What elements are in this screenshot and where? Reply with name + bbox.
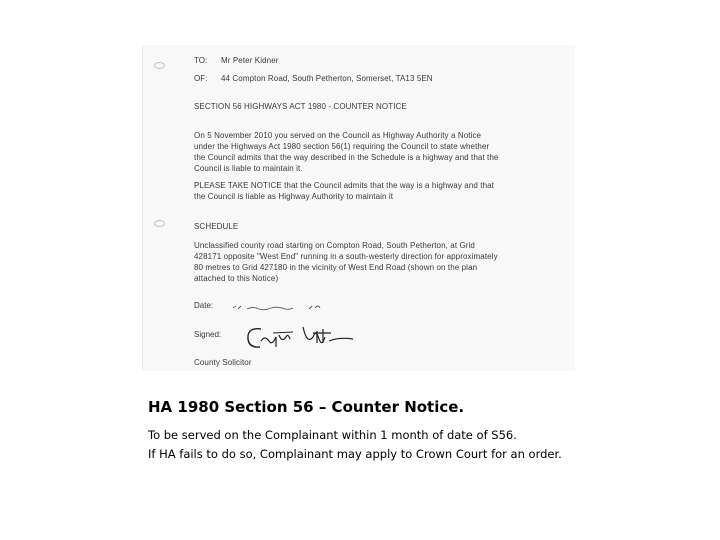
caption-line: To be served on the Complainant within 1 month of date of S56. — [148, 428, 517, 442]
signatory-title: County Solicitor — [194, 358, 252, 367]
date-label: Date: — [194, 301, 214, 310]
paragraph-1-line: under the Highways Act 1980 section 56(1) requiring the Council to state whether — [194, 142, 490, 151]
of-label: OF: — [194, 74, 208, 83]
notice-heading: SECTION 56 HIGHWAYS ACT 1980 - COUNTER NOTICE — [194, 102, 407, 111]
paragraph-1-line: the Council admits that the way described in the Schedule is a highway and that the — [194, 153, 499, 162]
scanned-counter-notice — [142, 45, 575, 371]
punch-hole-mark — [154, 62, 165, 69]
caption-title: HA 1980 Section 56 – Counter Notice. — [148, 398, 465, 416]
handwritten-date — [229, 301, 339, 313]
schedule-line: 428171 opposite "West End" running in a south-westerly direction for approximately — [194, 252, 498, 261]
handwritten-signature — [243, 323, 355, 353]
schedule-line: 80 metres to Grid 427180 in the vicinity of West End Road (shown on the plan — [194, 263, 478, 272]
schedule-line: Unclassified county road starting on Compton Road, South Petherton, at Grid — [194, 241, 475, 250]
paragraph-2-line: the Council is liable as Highway Authority to maintain it — [194, 192, 394, 201]
schedule-line: attached to this Notice) — [194, 274, 279, 283]
punch-hole-mark — [154, 220, 165, 227]
paragraph-1-line: Council is liable to maintain it. — [194, 164, 303, 173]
schedule-heading: SCHEDULE — [194, 222, 239, 231]
paragraph-2-line: PLEASE TAKE NOTICE that the Council admits that the way is a highway and that — [194, 181, 494, 190]
of-value: 44 Compton Road, South Petherton, Somerset, TA13 5EN — [221, 74, 433, 83]
to-value: Mr Peter Kidner — [221, 56, 279, 65]
caption-line: If HA fails to do so, Complainant may apply to Crown Court for an order. — [148, 447, 562, 461]
to-label: TO: — [194, 56, 208, 65]
signed-label: Signed: — [194, 330, 222, 339]
paragraph-1-line: On 5 November 2010 you served on the Council as Highway Authority a Notice — [194, 131, 482, 140]
